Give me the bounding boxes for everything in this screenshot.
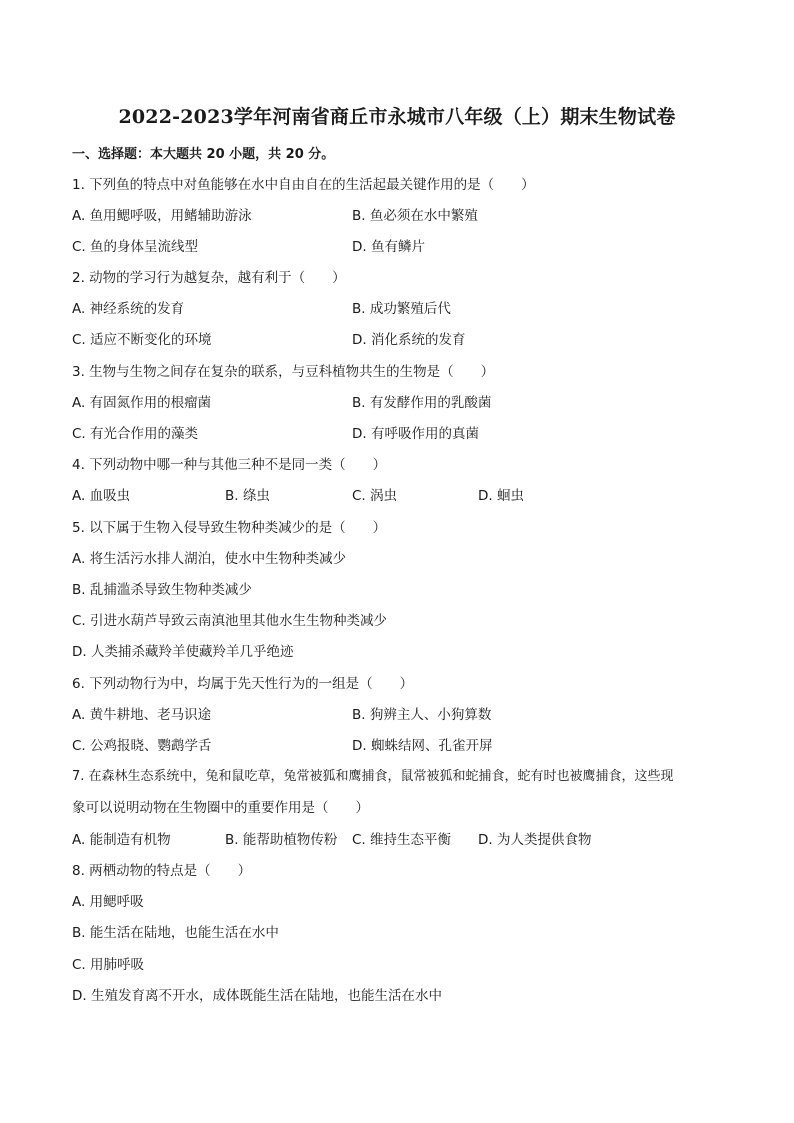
- question-6-option-b: B. 狗辨主人、小狗算数: [352, 707, 492, 723]
- question-1-stem: 1. 下列鱼的特点中对鱼能够在水中自由自在的生活起最关键作用的是（ ）: [72, 177, 535, 193]
- question-3-option-c: C. 有光合作用的藻类: [72, 426, 199, 442]
- question-4-option-a: A. 血吸虫: [72, 488, 131, 504]
- section-heading: 一、选择题：本大题共 20 小题，共 20 分。: [72, 147, 335, 162]
- question-5-option-c: C. 引进水葫芦导致云南滇池里其他水生生物种类减少: [72, 613, 388, 629]
- question-3-option-b: B. 有发酵作用的乳酸菌: [352, 395, 492, 411]
- question-3-option-d: D. 有呼吸作用的真菌: [352, 426, 479, 442]
- question-2-option-d: D. 消化系统的发育: [352, 332, 466, 348]
- question-4-option-d: D. 蛔虫: [478, 488, 524, 504]
- question-8-option-a: A. 用鳃呼吸: [72, 894, 144, 910]
- question-2-stem: 2. 动物的学习行为越复杂，越有利于（ ）: [72, 270, 346, 286]
- question-7-stem: 7. 在森林生态系统中，兔和鼠吃草，兔常被狐和鹰捕食，鼠常被狐和蛇捕食，蛇有时也被鹰捕食，这些现: [72, 769, 674, 784]
- question-3-option-a: A. 有固氮作用的根瘤菌: [72, 395, 212, 411]
- question-3-stem: 3. 生物与生物之间存在复杂的联系，与豆科植物共生的生物是（ ）: [72, 364, 495, 380]
- question-6-option-c: C. 公鸡报晓、鹦鹉学舌: [72, 738, 212, 754]
- question-7-option-a: A. 能制造有机物: [72, 832, 171, 848]
- question-6-option-d: D. 蜘蛛结网、孔雀开屏: [352, 738, 493, 754]
- question-8-stem: 8. 两栖动物的特点是（ ）: [72, 863, 252, 879]
- question-4-stem: 4. 下列动物中哪一种与其他三种不是同一类（ ）: [72, 457, 387, 473]
- question-2-option-a: A. 神经系统的发育: [72, 301, 185, 317]
- question-7-option-d: D. 为人类提供食物: [478, 832, 592, 848]
- exam-title: 2022-2023学年河南省商丘市永城市八年级（上）期末生物试卷: [118, 106, 676, 128]
- question-2-option-c: C. 适应不断变化的环境: [72, 332, 212, 348]
- question-7-option-b: B. 能帮助植物传粉: [225, 832, 338, 848]
- question-5-option-b: B. 乱捕滥杀导致生物种类减少: [72, 582, 252, 598]
- question-5-option-d: D. 人类捕杀藏羚羊使藏羚羊几乎绝迹: [72, 644, 294, 660]
- question-1-option-a: A. 鱼用鳃呼吸，用鳍辅助游泳: [72, 208, 252, 224]
- question-7-option-c: C. 维持生态平衡: [352, 832, 452, 848]
- question-1-option-b: B. 鱼必须在水中繁殖: [352, 208, 478, 224]
- question-8-option-d: D. 生殖发育离不开水，成体既能生活在陆地，也能生活在水中: [72, 988, 442, 1004]
- question-4-option-b: B. 绦虫: [225, 488, 270, 504]
- question-8-option-b: B. 能生活在陆地，也能生活在水中: [72, 925, 279, 941]
- question-8-option-c: C. 用肺呼吸: [72, 957, 145, 973]
- question-1-option-d: D. 鱼有鳞片: [352, 239, 425, 255]
- question-1-option-c: C. 鱼的身体呈流线型: [72, 239, 199, 255]
- question-5-option-a: A. 将生活污水排人湖泊，使水中生物种类减少: [72, 551, 347, 567]
- question-7-stem-continued: 象可以说明动物在生物圈中的重要作用是（ ）: [72, 800, 369, 816]
- question-5-stem: 5. 以下属于生物入侵导致生物种类减少的是（ ）: [72, 520, 387, 536]
- question-2-option-b: B. 成功繁殖后代: [352, 301, 451, 317]
- question-6-option-a: A. 黄牛耕地、老马识途: [72, 707, 212, 723]
- question-6-stem: 6. 下列动物行为中，均属于先天性行为的一组是（ ）: [72, 676, 414, 692]
- question-4-option-c: C. 涡虫: [352, 488, 398, 504]
